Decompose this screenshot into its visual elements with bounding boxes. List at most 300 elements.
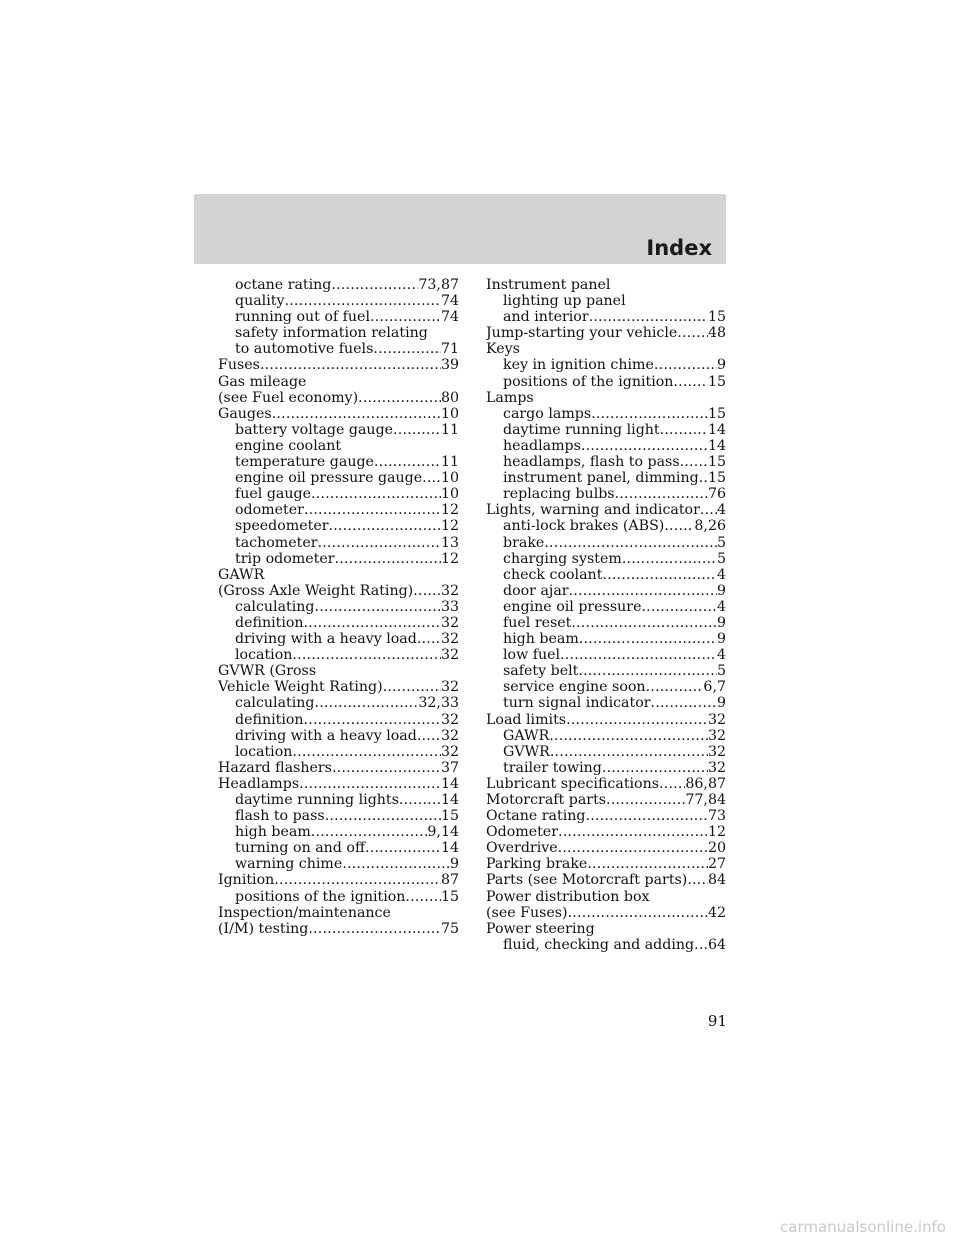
entry-text: temperature gauge: [235, 454, 374, 471]
page-reference: 73,87: [418, 277, 459, 293]
entry-text: headlamps: [503, 437, 581, 454]
dot-leader: [329, 518, 441, 534]
page-reference: 15: [707, 373, 726, 390]
dot-leader: [260, 357, 441, 373]
page-reference: 32: [440, 727, 459, 744]
entry-text: headlamps, flash to pass: [503, 454, 680, 471]
entry-text: cargo lamps: [503, 405, 592, 422]
index-entry: [218, 406, 459, 422]
page-reference: 32: [440, 679, 459, 696]
page-reference: 9: [716, 357, 726, 374]
index-subentry: [218, 856, 459, 872]
index-entry: [218, 905, 459, 921]
dot-leader: [578, 663, 717, 679]
index-subentry: [486, 551, 726, 567]
page-reference: 15: [707, 405, 726, 422]
page-reference: 10: [440, 405, 459, 422]
header-band: [194, 194, 726, 264]
dot-leader: [399, 792, 441, 808]
page-reference: 9: [716, 631, 726, 648]
index-subentry: [218, 808, 459, 824]
entry-text: definition: [235, 711, 304, 728]
dot-leader: [641, 599, 717, 615]
page-reference: 15: [707, 309, 726, 326]
index-subentry: [486, 535, 726, 551]
entry-text: Ignition: [218, 872, 275, 889]
entry-text: running out of fuel: [235, 309, 370, 326]
page-reference: 32: [440, 743, 459, 760]
index-subentry: [486, 470, 726, 486]
dot-leader: [332, 760, 441, 776]
entry-text: engine coolant: [235, 437, 342, 454]
dot-leader: [550, 744, 708, 760]
index-subentry: [218, 728, 459, 744]
index-entry: [486, 889, 726, 905]
page-reference: 32: [707, 711, 726, 728]
dot-leader: [654, 357, 717, 373]
index-subentry: [218, 535, 459, 551]
page-reference: 71: [440, 341, 459, 358]
index-entry: [486, 905, 726, 921]
index-entry: [486, 824, 726, 840]
dot-leader: [274, 872, 441, 888]
index-subentry: [486, 357, 726, 373]
entry-text: Parking brake: [486, 856, 588, 873]
page-reference: 32: [440, 631, 459, 648]
index-subentry: [218, 422, 459, 438]
page-reference: 15: [707, 454, 726, 471]
index-subentry: [218, 486, 459, 502]
entry-text: engine oil pressure gauge: [235, 470, 423, 487]
entry-text: lighting up panel: [503, 293, 626, 310]
entry-text: daytime running light: [503, 421, 660, 438]
dot-leader: [308, 921, 441, 937]
index-subentry: [218, 293, 459, 309]
page-reference: 10: [440, 486, 459, 503]
page-reference: 39: [440, 357, 459, 374]
dot-leader: [680, 454, 708, 470]
dot-leader: [272, 406, 441, 422]
dot-leader: [622, 551, 717, 567]
page-reference: 4: [716, 598, 726, 615]
page-reference: 12: [440, 518, 459, 535]
page-reference: 9: [716, 695, 726, 712]
index-subentry: [486, 937, 726, 953]
entry-text: Lights, warning and indicator: [486, 502, 700, 519]
index-subentry: [486, 695, 726, 711]
entry-text: service engine soon: [503, 679, 646, 696]
page-reference: 9,14: [427, 824, 459, 841]
index-entry: [218, 872, 459, 888]
entry-text: Gas mileage: [218, 373, 307, 390]
page-reference: 86,87: [685, 775, 726, 792]
index-entry: [486, 341, 726, 357]
dot-leader: [571, 615, 717, 631]
page-reference: 14: [707, 437, 726, 454]
index-subentry: [486, 744, 726, 760]
entry-text: fuel gauge: [235, 486, 311, 503]
dot-leader: [374, 454, 441, 470]
entry-text: GAWR: [218, 566, 265, 583]
entry-text: safety belt: [503, 663, 579, 680]
dot-leader: [579, 631, 717, 647]
index-column-left: [218, 277, 459, 937]
entry-text: trailer towing: [503, 759, 602, 776]
dot-leader: [687, 872, 708, 888]
dot-leader: [589, 309, 708, 325]
dot-leader: [318, 535, 441, 551]
index-entry: [486, 856, 726, 872]
entry-text: fluid, checking and adding: [503, 936, 695, 953]
dot-leader: [314, 695, 418, 711]
dot-leader: [417, 728, 441, 744]
entry-text: driving with a heavy load: [235, 727, 417, 744]
index-subentry: [486, 518, 726, 534]
page-reference: 33: [440, 598, 459, 615]
index-subentry: [218, 631, 459, 647]
entry-text: warning chime: [235, 856, 343, 873]
entry-text: battery voltage gauge: [235, 421, 394, 438]
entry-text: (see Fuel economy): [218, 389, 359, 406]
entry-text: replacing bulbs: [503, 486, 615, 503]
entry-text: Gauges: [218, 405, 272, 422]
entry-text: Vehicle Weight Rating): [218, 679, 383, 696]
index-subentry: [218, 840, 459, 856]
index-entry: [218, 776, 459, 792]
page-reference: 80: [440, 389, 459, 406]
entry-text: odometer: [235, 502, 304, 519]
dot-leader: [646, 679, 704, 695]
entry-text: Headlamps: [218, 775, 300, 792]
dot-leader: [370, 309, 441, 325]
dot-leader: [591, 406, 708, 422]
index-subentry: [486, 309, 726, 325]
page-reference: 8,26: [694, 518, 726, 535]
dot-leader: [358, 390, 441, 406]
entry-text: flash to pass: [235, 808, 325, 825]
page-reference: 4: [716, 566, 726, 583]
index-entry: [486, 872, 726, 888]
index-entry: [486, 277, 726, 293]
dot-leader: [304, 615, 441, 631]
entry-text: positions of the ignition: [503, 373, 674, 390]
index-subentry: [218, 712, 459, 728]
entry-text: low fuel: [503, 647, 561, 664]
page-reference: 14: [440, 840, 459, 857]
entry-text: to automotive fuels: [235, 341, 374, 358]
entry-text: anti-lock brakes (ABS): [503, 518, 665, 535]
index-column-right: [486, 277, 726, 953]
entry-text: speedometer: [235, 518, 329, 535]
entry-text: trip odometer: [235, 550, 335, 567]
index-entry: [486, 325, 726, 341]
dot-leader: [311, 824, 428, 840]
dot-leader: [413, 583, 441, 599]
page-reference: 9: [716, 582, 726, 599]
page-reference: 9: [716, 614, 726, 631]
entry-text: Jump-starting your vehicle: [486, 325, 678, 342]
dot-leader: [373, 341, 441, 357]
entry-text: Odometer: [486, 824, 558, 841]
dot-leader: [581, 438, 708, 454]
index-subentry: [218, 647, 459, 663]
page-reference: 74: [440, 293, 459, 310]
dot-leader: [699, 470, 708, 486]
index-subentry: [486, 663, 726, 679]
dot-leader: [673, 374, 708, 390]
dot-leader: [304, 502, 441, 518]
page-reference: 14: [440, 792, 459, 808]
entry-text: instrument panel, dimming: [503, 470, 699, 487]
index-subentry: [486, 647, 726, 663]
dot-leader: [585, 808, 707, 824]
entry-text: definition: [235, 614, 304, 631]
dot-leader: [587, 856, 708, 872]
dot-leader: [383, 679, 441, 695]
dot-leader: [544, 535, 717, 551]
section-title: Index: [646, 236, 712, 260]
page-reference: 14: [707, 421, 726, 438]
index-subentry: [486, 599, 726, 615]
entry-text: location: [235, 743, 293, 760]
page-reference: 32: [707, 743, 726, 760]
dot-leader: [417, 631, 441, 647]
entry-text: (I/M) testing: [218, 920, 309, 937]
dot-leader: [292, 647, 441, 663]
entry-text: Octane rating: [486, 808, 586, 825]
page-reference: 14: [440, 775, 459, 792]
page-reference: 5: [716, 663, 726, 680]
index-entry: [218, 374, 459, 390]
page-reference: 64: [707, 936, 726, 953]
dot-leader: [331, 277, 418, 293]
entry-text: high beam: [503, 631, 579, 648]
index-subentry: [486, 454, 726, 470]
dot-leader: [422, 470, 441, 486]
index-subentry: [218, 325, 459, 341]
entry-text: driving with a heavy load: [235, 631, 417, 648]
index-subentry: [218, 744, 459, 760]
index-entry: [486, 502, 726, 518]
index-subentry: [218, 599, 459, 615]
index-entry: [218, 760, 459, 776]
index-subentry: [486, 583, 726, 599]
entry-text: Power distribution box: [486, 888, 650, 905]
index-entry: [486, 808, 726, 824]
dot-leader: [311, 486, 441, 502]
page-reference: 11: [440, 454, 459, 471]
entry-text: Load limits: [486, 711, 567, 728]
page-reference: 6,7: [703, 679, 726, 696]
page-reference: 20: [707, 840, 726, 857]
index-entry: [218, 663, 459, 679]
index-entry: [486, 840, 726, 856]
index-entry: [486, 776, 726, 792]
entry-text: key in ignition chime: [503, 357, 654, 374]
page-number: 91: [707, 1012, 727, 1030]
page-reference: 76: [707, 486, 726, 503]
index-subentry: [218, 309, 459, 325]
dot-leader: [606, 792, 685, 808]
dot-leader: [677, 325, 708, 341]
index-subentry: [486, 679, 726, 695]
entry-text: calculating: [235, 598, 315, 615]
entry-text: Instrument panel: [486, 277, 611, 293]
entry-text: engine oil pressure: [503, 598, 642, 615]
page-reference: 75: [440, 920, 459, 937]
index-subentry: [486, 631, 726, 647]
index-subentry: [218, 438, 459, 454]
dot-leader: [700, 502, 717, 518]
page-reference: 32: [440, 582, 459, 599]
page-reference: 15: [440, 808, 459, 825]
page-reference: 10: [440, 470, 459, 487]
entry-text: Power steering: [486, 920, 595, 937]
index-entry: [218, 357, 459, 373]
index-subentry: [486, 567, 726, 583]
entry-text: positions of the ignition: [235, 888, 406, 905]
index-subentry: [218, 454, 459, 470]
page-reference: 11: [440, 421, 459, 438]
page-reference: 74: [440, 309, 459, 326]
index-subentry: [218, 792, 459, 808]
dot-leader: [560, 647, 717, 663]
page-reference: 5: [716, 550, 726, 567]
index-subentry: [218, 615, 459, 631]
index-subentry: [486, 728, 726, 744]
entry-text: calculating: [235, 695, 315, 712]
page-reference: 77,84: [685, 792, 726, 808]
page-reference: 4: [716, 502, 726, 519]
dot-leader: [558, 840, 708, 856]
entry-text: Lamps: [486, 389, 534, 406]
page-reference: 4: [716, 647, 726, 664]
dot-leader: [342, 856, 450, 872]
page-reference: 73: [707, 808, 726, 825]
entry-text: Fuses: [218, 357, 260, 374]
index-subentry: [218, 277, 459, 293]
entry-text: Keys: [486, 341, 520, 358]
index-subentry: [486, 422, 726, 438]
entry-text: fuel reset: [503, 614, 572, 631]
page-reference: 48: [707, 325, 726, 342]
entry-text: (see Fuses): [486, 904, 568, 921]
index-entry: [486, 792, 726, 808]
dot-leader: [393, 422, 441, 438]
dot-leader: [549, 728, 708, 744]
dot-leader: [602, 760, 708, 776]
dot-leader: [325, 808, 441, 824]
dot-leader: [304, 712, 441, 728]
dot-leader: [405, 889, 441, 905]
entry-text: high beam: [235, 824, 311, 841]
entry-text: GVWR: [503, 743, 550, 760]
page-reference: 9: [449, 856, 459, 873]
dot-leader: [299, 776, 441, 792]
index-entry: [486, 390, 726, 406]
page-reference: 5: [716, 534, 726, 551]
page-reference: 42: [707, 904, 726, 921]
index-entry: [218, 567, 459, 583]
dot-leader: [651, 695, 717, 711]
entry-text: check coolant: [503, 566, 603, 583]
index-subentry: [218, 341, 459, 357]
index-subentry: [486, 760, 726, 776]
dot-leader: [569, 583, 717, 599]
entry-text: quality: [235, 293, 285, 310]
index-entry: [486, 921, 726, 937]
dot-leader: [615, 486, 708, 502]
index-subentry: [218, 502, 459, 518]
page-reference: 32: [707, 727, 726, 744]
entry-text: (Gross Axle Weight Rating): [218, 582, 414, 599]
entry-text: GAWR: [503, 727, 550, 744]
dot-leader: [335, 551, 441, 567]
index-entry: [218, 583, 459, 599]
page-reference: 12: [707, 824, 726, 841]
page-reference: 32: [707, 759, 726, 776]
entry-text: Motorcraft parts: [486, 792, 607, 808]
page-reference: 15: [440, 888, 459, 905]
page-reference: 32: [440, 711, 459, 728]
entry-text: Parts (see Motorcraft parts): [486, 872, 688, 889]
dot-leader: [365, 840, 441, 856]
page-reference: 32: [440, 647, 459, 664]
index-subentry: [218, 518, 459, 534]
dot-leader: [314, 599, 440, 615]
page-reference: 15: [707, 470, 726, 487]
index-subentry: [486, 293, 726, 309]
index-subentry: [486, 406, 726, 422]
entry-text: brake: [503, 534, 545, 551]
index-subentry: [486, 615, 726, 631]
entry-text: Hazard flashers: [218, 759, 332, 776]
dot-leader: [284, 293, 440, 309]
page-reference: 13: [440, 534, 459, 551]
page-reference: 32,33: [418, 695, 459, 712]
watermark: carmanualsonline.info: [780, 1218, 946, 1236]
entry-text: turn signal indicator: [503, 695, 651, 712]
dot-leader: [602, 567, 717, 583]
index-entry: [218, 679, 459, 695]
dot-leader: [659, 776, 685, 792]
entry-text: octane rating: [235, 277, 332, 293]
entry-text: safety information relating: [235, 325, 428, 342]
dot-leader: [558, 824, 708, 840]
entry-text: GVWR (Gross: [218, 663, 317, 680]
page-reference: 32: [440, 614, 459, 631]
entry-text: Overdrive: [486, 840, 558, 857]
entry-text: Lubricant specifications: [486, 775, 660, 792]
index-entry: [218, 921, 459, 937]
entry-text: door ajar: [503, 582, 569, 599]
index-entry: [486, 712, 726, 728]
dot-leader: [664, 518, 694, 534]
page-reference: 12: [440, 502, 459, 519]
entry-text: daytime running lights: [235, 792, 399, 808]
index-subentry: [486, 438, 726, 454]
index-subentry: [218, 551, 459, 567]
page-reference: 84: [707, 872, 726, 889]
entry-text: and interior: [503, 309, 589, 326]
index-subentry: [218, 695, 459, 711]
page-reference: 12: [440, 550, 459, 567]
index-subentry: [218, 470, 459, 486]
entry-text: location: [235, 647, 293, 664]
dot-leader: [694, 937, 708, 953]
entry-text: turning on and off: [235, 840, 366, 857]
index-entry: [218, 390, 459, 406]
